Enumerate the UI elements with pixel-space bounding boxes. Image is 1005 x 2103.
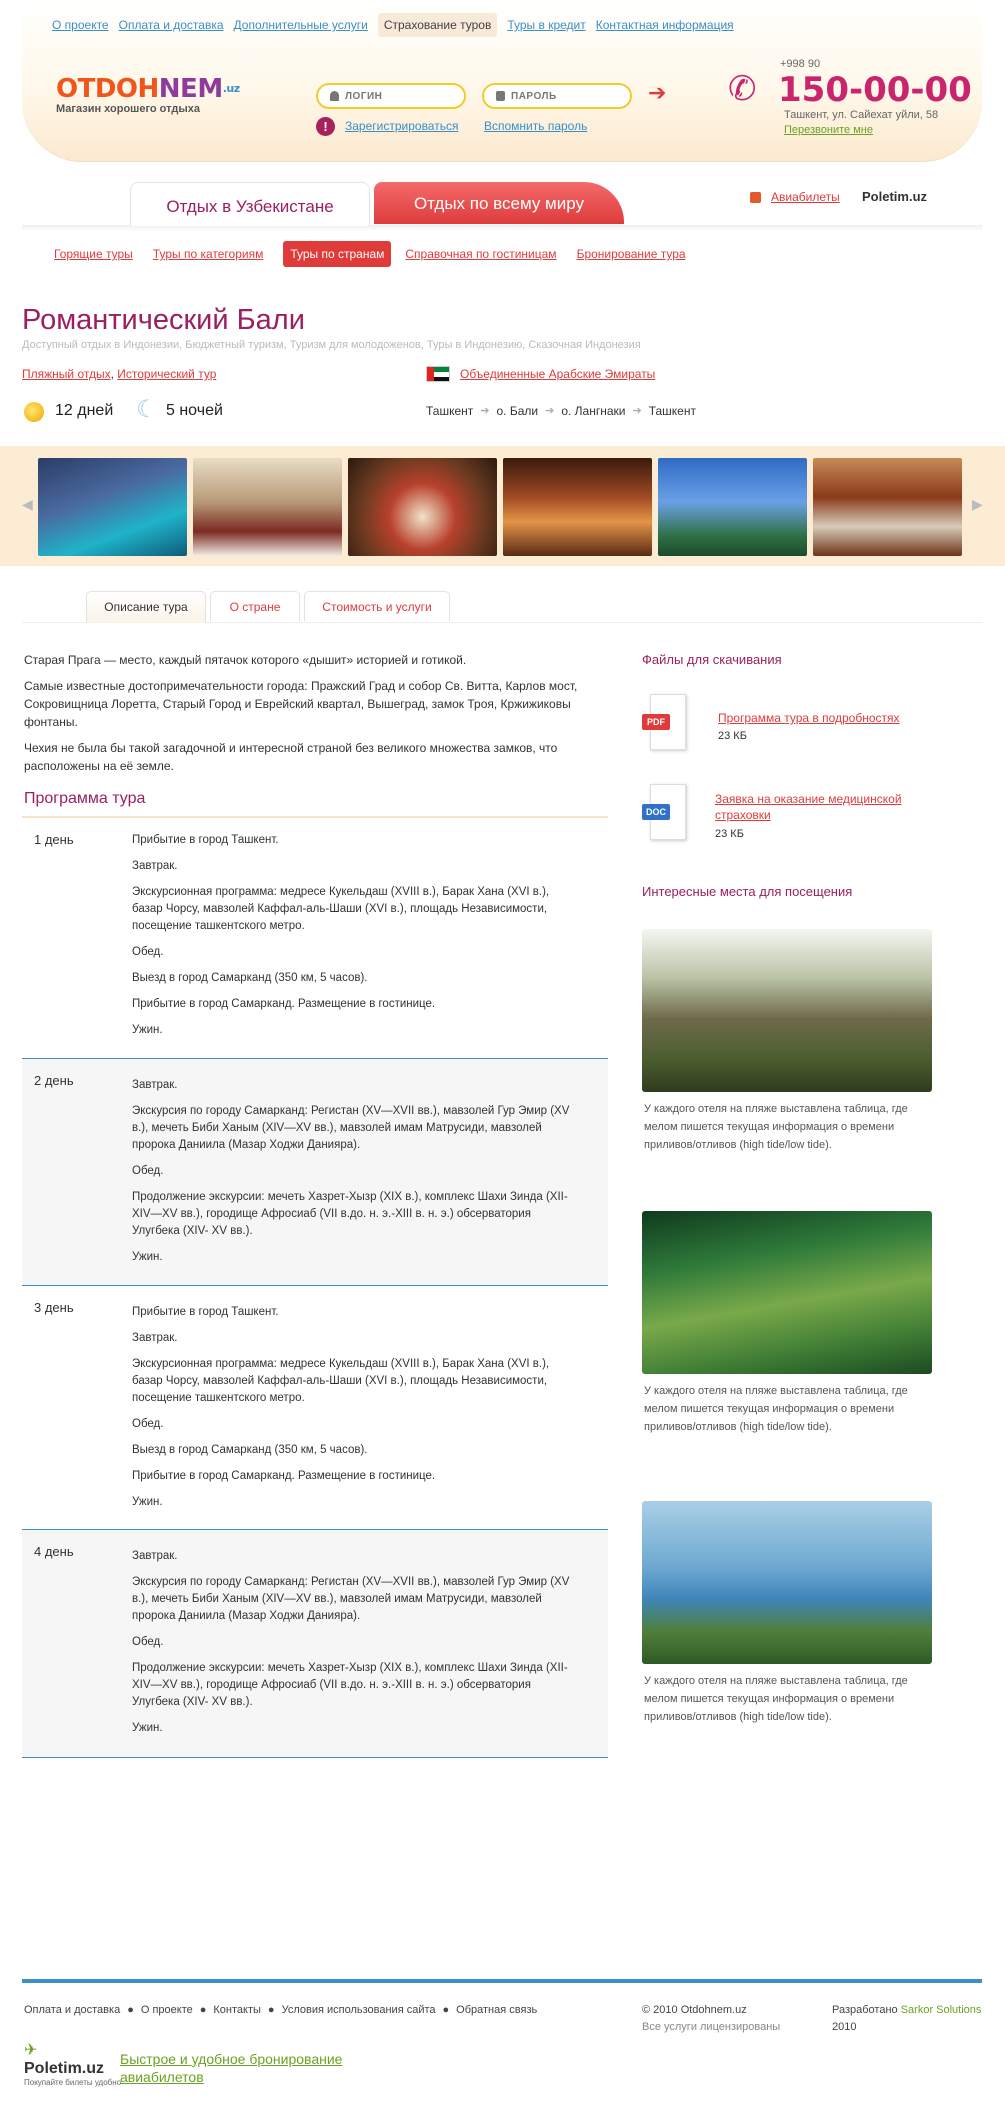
tour-types [22,367,216,381]
day-item: Выезд в город Самарканд (350 км, 5 часов). [132,972,368,984]
phone-number: 150-00-00 [778,70,972,110]
developer-link[interactable]: Sarkor Solutions [900,2004,982,2016]
description-paragraph: Самые известные достопримечательности города: Пражский Град и собор Св. Витта, Карлов мост, Сокровищница Лоретта, Старый Город и Еврейский квартал, Вышеград, замок Троя, Кржижиковы фонтаны. [24,679,578,729]
gallery-photo-restaurant[interactable] [503,458,652,556]
day-item: Прибытие в город Ташкент. [132,834,279,846]
places-title: Интересные места для посещения [642,884,853,899]
subnav-hotels[interactable]: Справочная по гостиницам [405,247,557,261]
moon-icon: ☾ [136,396,158,423]
developer-credit [832,2004,981,2016]
place-photo-lighthouse[interactable] [642,1501,932,1664]
register-link[interactable]: Зарегистрироваться [345,119,459,133]
day-item: Продолжение экскурсии: мечеть Хазрет-Хызр (XIX в.), комплекс Шахи Зинда (XII-XIV—XV вв.), городище Афросиаб (VII в.до. н. э.-XIII в. н. э.) обсерватория Улугбека (XIV- XV вв.). [132,1662,568,1708]
login-placeholder: ЛОГИН [345,90,383,102]
poletim-logo[interactable]: Poletim.uz [862,189,928,204]
day-item: Выезд в город Самарканд (350 км, 5 часов). [132,1444,368,1456]
site-logo[interactable] [56,76,240,115]
place-caption: У каждого отеля на пляже выставлена таблица, где мелом пишется текущая информация о времени приливов/отливов (high tide/low tide). [644,1385,908,1433]
file-size: 23 КБ [715,828,744,840]
place-photo-hills[interactable] [642,1211,932,1374]
doc-file-icon[interactable]: DOC [642,784,692,844]
poletim-tagline: Покупайте билеты удобно [24,2078,122,2087]
day-item: Экскурсионная программа: медресе Кукельдаш (XVIII в.), Барак Хана (XVI в.), базар Чорсу, мавзолей Каффал-аль-Шаши (XVI в.), площадь Независимости, посещение ташкентского метро. [132,1358,550,1404]
topnav-extra-services[interactable]: Дополнительные услуги [233,18,368,32]
day-item: Экскурсия по городу Самарканд: Регистан (XV—XVII вв.), мавзолей Гур Эмир (XV в.), мечеть Биби Ханым (XIV—XV вв.), мавзолей имам Матрусиди, мавзолей пророка Даниила (Мазар Ходжи Данияра). [132,1105,570,1151]
day-item: Обед. [132,1418,164,1430]
tab-tour-description[interactable]: Описание тура [86,591,206,623]
day-item: Ужин. [132,1496,163,1508]
topnav-payment[interactable]: Оплата и доставка [118,18,224,32]
day-item: Обед. [132,1636,164,1648]
day-label: 1 день [34,832,74,847]
photo-gallery [0,446,1005,566]
day-item: Продолжение экскурсии: мечеть Хазрет-Хызр (XIX в.), комплекс Шахи Зинда (XII-XIV—XV вв.), городище Афросиаб (VII в.до. н. э.-XIII в. н. э.) обсерватория Улугбека (XIV- XV вв.). [132,1191,568,1237]
lock-icon [496,91,505,101]
gallery-photo-pool[interactable] [38,458,187,556]
day-item: Обед. [132,1165,164,1177]
topnav-about[interactable]: О проекте [52,18,109,32]
footer-link-feedback[interactable]: Обратная связь [456,2004,538,2016]
place-caption: У каждого отеля на пляже выставлена таблица, где мелом пишется текущая информация о времени приливов/отливов (high tide/low tide). [644,1103,908,1151]
day-item: Прибытие в город Ташкент. [132,1306,279,1318]
plane-icon: ✈ [24,2042,38,2059]
subnav-by-country[interactable]: Туры по странам [283,241,391,267]
user-icon [330,91,339,101]
route-stop: Ташкент [648,404,696,418]
day-item: Экскурсионная программа: медресе Кукельдаш (XVIII в.), Барак Хана (XVI в.), базар Чорсу, мавзолей Каффал-аль-Шаши (XVI в.), площадь Независимости, посещение ташкентского метро. [132,886,550,932]
phone-code: +998 90 [780,58,821,70]
logo-part-b: NEM [158,74,223,104]
subnav-hot-tours[interactable]: Горящие туры [54,247,133,261]
day-item: Ужин. [132,1251,163,1263]
file-link-insurance[interactable]: Заявка на оказание медицинской страховки [715,792,902,822]
logo-tld: .uz [222,82,240,95]
poletim-footer-logo[interactable] [24,2040,121,2087]
footer-link-payment[interactable]: Оплата и доставка [24,2004,121,2016]
topnav-credit[interactable]: Туры в кредит [507,18,586,32]
address: Ташкент, ул. Сайехат уйли, 58 [784,109,939,121]
files-title: Файлы для скачивания [642,652,782,667]
footer-link-terms[interactable]: Условия использования сайта [281,2004,436,2016]
copyright: © 2010 Otdohnem.uz [642,2004,747,2016]
tour-route [426,404,696,418]
logo-part-a: OTDOH [56,74,159,104]
day-item: Прибытие в город Самарканд. Размещение в гостинице. [132,1470,436,1482]
route-stop: о. Лангнаки [561,404,626,418]
day-label: 3 день [34,1300,74,1315]
route-stop: о. Бали [496,404,539,418]
program-day [22,1286,608,1530]
login-input[interactable] [316,83,466,109]
subnav-categories[interactable]: Туры по категориям [152,247,264,261]
type-beach-link[interactable]: Пляжный отдых [22,367,111,381]
day-item: Ужин. [132,1722,163,1734]
description-paragraph: Старая Прага — место, каждый пятачок которого «дышит» историей и готикой. [24,653,467,667]
exclamation-icon: ! [316,117,335,136]
footer-bullet: ● [199,2004,207,2016]
topnav-contacts[interactable]: Контактная информация [595,18,734,32]
gallery-prev-icon[interactable]: ◀ [22,496,33,512]
day-label: 4 день [34,1544,74,1559]
footer-bullet: ● [267,2004,275,2016]
footer-link-about[interactable]: О проекте [140,2004,193,2016]
gallery-photo-tower[interactable] [658,458,807,556]
tab-about-country[interactable]: О стране [210,591,300,621]
program-day [22,1059,608,1286]
day-item: Ужин. [132,1024,163,1036]
tour-days: 12 дней [55,402,114,419]
tab-price-services[interactable]: Стоимость и услуги [304,591,450,621]
footer-bullet: ● [127,2004,134,2016]
pdf-file-icon[interactable]: PDF [642,694,692,754]
sub-nav [54,240,706,268]
tab-uzbekistan[interactable]: Отдых в Узбекистане [130,182,370,226]
route-stop: Ташкент [426,404,474,418]
plane-ticket-icon [750,192,761,203]
remind-password-link[interactable]: Вспомнить пароль [484,119,588,133]
place-caption: У каждого отеля на пляже выставлена таблица, где мелом пишется текущая информация о времени приливов/отливов (high tide/low tide). [644,1675,908,1723]
day-item: Завтрак. [132,860,178,872]
program-day [22,818,608,1059]
footer-nav [24,2004,537,2016]
gallery-photo-kitchen[interactable] [813,458,962,556]
footer-link-contacts[interactable]: Контакты [213,2004,261,2016]
country-link[interactable]: Объединенные Арабские Эмираты [460,367,656,381]
type-separator: , [110,367,118,381]
subnav-booking[interactable]: Бронирование тура [576,247,686,261]
footer-bullet: ● [442,2004,450,2016]
tour-tags: Доступный отдых в Индонезии, Бюджетный туризм, Туризм для молодоженов, Туры в Индонезию, Сказочная Индонезия [22,339,641,351]
sun-icon [24,402,44,422]
program-title: Программа тура [24,790,146,807]
day-item: Прибытие в город Самарканд. Размещение в гостинице. [132,998,436,1010]
tour-nights: 5 ночей [166,402,223,419]
callback-link[interactable]: Перезвоните мне [784,124,873,136]
license-note: Все услуги лицензированы [642,2021,781,2033]
avia-tickets-link[interactable]: Авиабилеты [771,190,840,204]
type-history-link[interactable]: Исторический тур [117,367,217,381]
tab-world[interactable]: Отдых по всему миру [374,182,624,224]
day-label: 2 день [34,1073,74,1088]
day-item: Завтрак. [132,1079,178,1091]
file-link-program[interactable]: Программа тура в подробностях [718,711,900,725]
gallery-photo-food[interactable] [348,458,497,556]
arrow-right-icon: ➔ [632,405,642,417]
day-item: Обед. [132,946,164,958]
page-title: Романтический Бали [22,304,305,336]
description-paragraph: Чехия не была бы такой загадочной и интересной страной без великого множества замков, что расположены на её земле. [24,741,558,773]
gallery-photo-room[interactable] [193,458,342,556]
gallery-next-icon[interactable]: ▶ [972,496,983,512]
day-item: Экскурсия по городу Самарканд: Регистан (XV—XVII вв.), мавзолей Гур Эмир (XV в.), мечеть Биби Ханым (XIV—XV вв.), мавзолей имам Матрусиди, мавзолей пророка Даниила (Мазар Ходжи Данияра). [132,1576,570,1622]
program-day [22,1530,608,1758]
poletim-booking-link[interactable]: Быстрое и удобное бронирование авиабилетов [120,2051,343,2085]
arrow-right-icon: ➔ [545,405,555,417]
place-photo-tower[interactable] [642,929,932,1092]
day-item: Завтрак. [132,1332,178,1344]
arrow-right-icon: ➔ [480,405,490,417]
login-submit-arrow-icon[interactable]: ➔ [648,80,667,105]
uae-flag-icon [426,366,450,382]
password-placeholder: ПАРОЛЬ [511,90,557,102]
logo-slogan: Магазин хорошего отдыха [56,103,200,115]
topnav-insurance[interactable]: Страхование туров [378,13,498,37]
file-size: 23 КБ [718,730,747,742]
phone-icon: ✆ [728,70,757,108]
footer-divider [22,1979,982,1983]
developer-prefix: Разработано [832,2004,901,2016]
day-item: Завтрак. [132,1550,178,1562]
poletim-name: Poletim.uz [24,2060,105,2077]
password-input[interactable] [482,83,632,109]
developer-year: 2010 [832,2021,857,2033]
top-nav [52,10,744,40]
